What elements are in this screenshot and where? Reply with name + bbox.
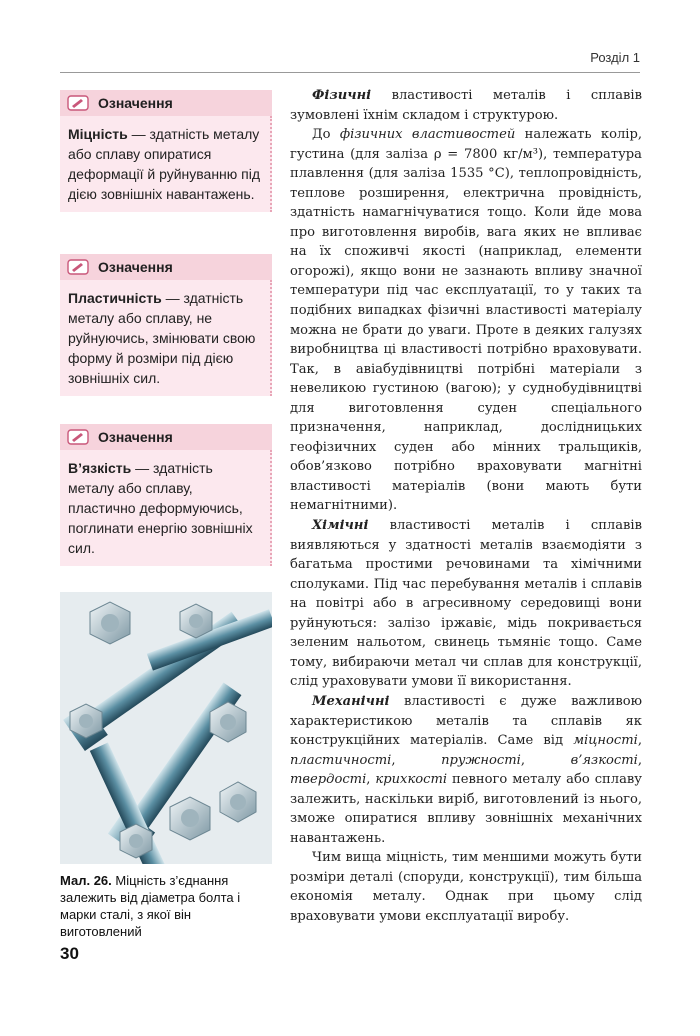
paragraph-text: належать колір, густина (для заліза ρ = 7800 кг/м³), температура плавлення (для заліза 1535 °С), теплопровідність, теплове розширення, електрична провідність, здатність намагнічуватися тощо. Коли йде мова про виготовлення виробів, вага яких не впливає на їх споживчі якості (наприклад, елементи огорожі), якщо вони не зазнають впливу значної температури під час експлуатації, то у таких та подібних випадках фізичні властивості матеріалу можна не брати до уваги. Проте в деяких галузях виробництва ці властивості потрібно враховувати. Так, в авіабудівництві потрібні матеріали з невеликою густиною (вагою); у суднобудівництві для виготовлення суден спеціального призначення, наприклад, дослідницьких геофізичних суден або мінних тральщиків, обов’язково потрібно враховувати магнітні властивості матеріалів (вони мають бути немагнітними). bbox=[290, 127, 642, 514]
emphasis: пластичності bbox=[290, 752, 392, 768]
definition-header bbox=[60, 424, 272, 450]
definition-title: Означення bbox=[98, 95, 173, 111]
definition-text: — здатність металу або сплаву, пластично деформуючись, поглинати енергію зовнішніх сил. bbox=[68, 460, 253, 556]
emphasis: крихкості bbox=[375, 772, 448, 788]
emphasis: фізичних властивостей bbox=[339, 127, 516, 143]
separator: , bbox=[366, 772, 376, 788]
emphasis: в’язкості bbox=[570, 752, 638, 768]
definition-term: Пластичність bbox=[68, 290, 162, 306]
definition-title: Означення bbox=[98, 429, 173, 445]
paragraph-strength: Чим вища міцність, тим меншими можуть бути розміри деталі (споруди, конструкції), тим більша економія металу. Однак при цьому слід враховувати умови експлуатації виробу. bbox=[290, 850, 642, 924]
emphasis: твердості bbox=[290, 772, 367, 788]
pencil-icon bbox=[66, 93, 90, 113]
paragraph-text: До bbox=[312, 127, 340, 143]
definition-body bbox=[60, 450, 272, 566]
definition-text: — здатність металу або сплаву опиратися деформації й руйнуванню під дією зовнішніх навантажень. bbox=[68, 126, 261, 202]
emphasis: пружності bbox=[441, 752, 521, 768]
separator: , bbox=[637, 752, 643, 768]
definition-box-plasticity bbox=[60, 254, 272, 396]
paragraph-text: певного металу або сплаву залежить, наскільки виріб, виготовлений із нього, зможе опиратися впливу зовнішніх механічних навантажень. bbox=[290, 772, 642, 846]
emphasis: міцності bbox=[573, 733, 638, 749]
definition-title: Означення bbox=[98, 259, 173, 275]
definition-term: В’язкість bbox=[68, 460, 132, 476]
figure-caption bbox=[60, 872, 275, 940]
pencil-icon bbox=[66, 257, 90, 277]
paragraph-text: властивості є дуже важливою характеристикою металів та сплавів як конструкційних матеріалів. Саме від bbox=[290, 693, 642, 749]
page-number: 30 bbox=[60, 944, 79, 963]
paragraph-physical-props bbox=[290, 125, 642, 516]
paragraph-text: властивості металів і сплавів зумовлені їхнім складом і структурою. bbox=[290, 88, 642, 123]
definition-text: — здатність металу або сплаву, не руйнуючись, змінювати свою форму й розміри під дією зовнішніх сил. bbox=[68, 290, 256, 386]
figure-caption-text: Міцність з’єднання залежить від діаметра болта і марки сталі, з якої він виготовлений bbox=[60, 873, 241, 939]
bolts-photo bbox=[60, 592, 272, 864]
definition-header bbox=[60, 254, 272, 280]
term-physical: Фізичні bbox=[312, 88, 372, 103]
pencil-icon bbox=[66, 427, 90, 447]
main-text bbox=[290, 86, 642, 927]
definition-header bbox=[60, 90, 272, 116]
section-label: Розділ 1 bbox=[590, 50, 640, 65]
separator: , bbox=[520, 752, 571, 768]
definition-box-toughness bbox=[60, 424, 272, 566]
term-chemical: Хімічні bbox=[312, 518, 369, 534]
separator: , bbox=[391, 752, 442, 768]
definition-body bbox=[60, 116, 272, 212]
definition-term: Міцність bbox=[68, 126, 128, 142]
paragraph-mechanical bbox=[290, 692, 642, 848]
separator: , bbox=[637, 733, 642, 749]
paragraph-chemical bbox=[290, 516, 642, 692]
figure-label: Мал. 26. bbox=[60, 873, 112, 888]
header-rule bbox=[60, 72, 640, 73]
paragraph-physical bbox=[290, 86, 642, 125]
definition-box-strength bbox=[60, 90, 272, 212]
definition-body bbox=[60, 280, 272, 396]
paragraph-text: властивості металів і сплавів виявляються у здатності металів взаємодіяти з багатьма простими речовинами та хімічними сполуками. Під час перебування металів і сплавів на повітрі або в агресивному середовищі вони руйнуються: залізо іржавіє, мідь покривається зеленим нальотом, свинець тьмяніє тощо. Саме тому, вибираючи метал чи сплав для конструкції, слід ураховувати умови її використання. bbox=[290, 518, 642, 690]
term-mechanical: Механічні bbox=[312, 693, 390, 709]
